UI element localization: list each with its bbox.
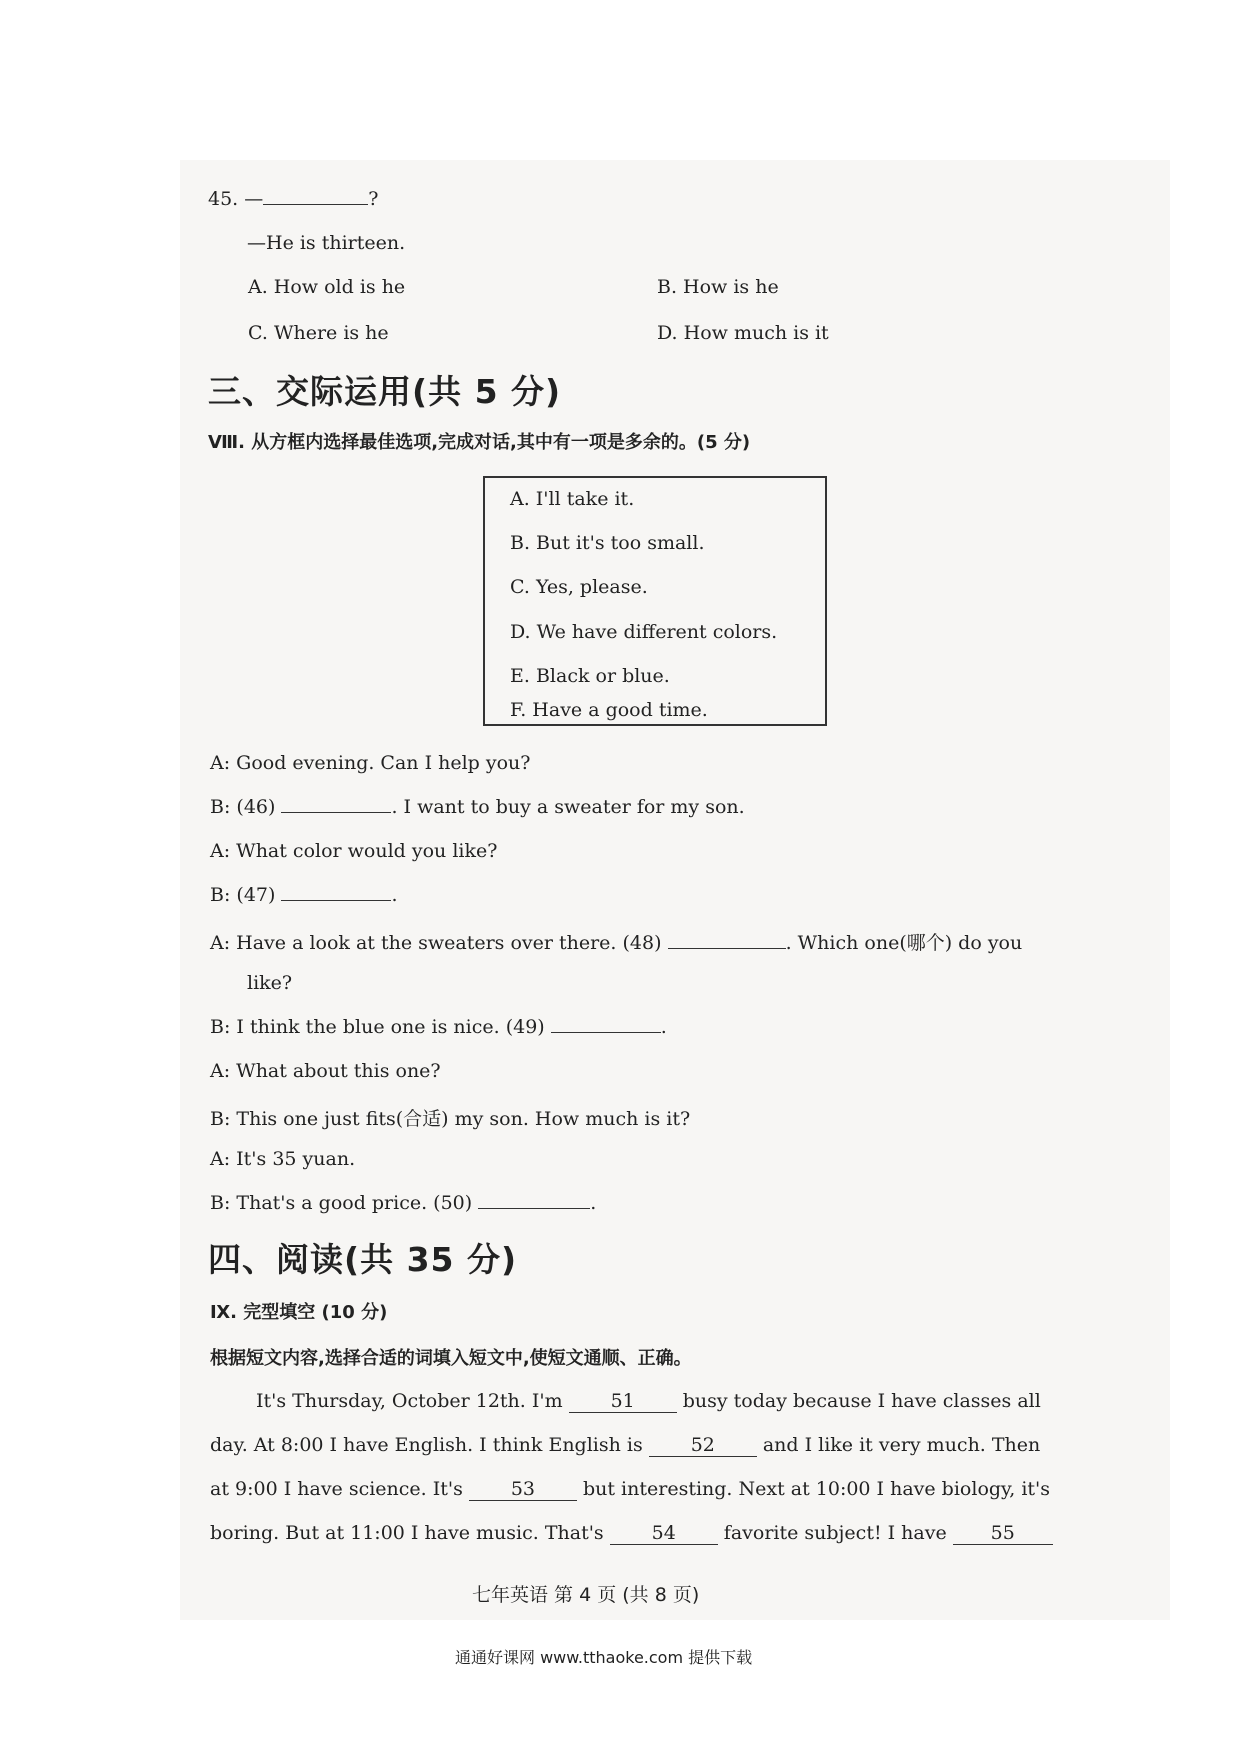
section-4-title: 四、阅读(共 35 分) <box>208 1240 518 1279</box>
question-45 <box>208 188 378 210</box>
box-option-b: B. But it's too small. <box>510 532 705 554</box>
option-d[interactable]: D. How much is it <box>657 322 829 344</box>
dialogue-text: . <box>590 1192 597 1214</box>
section-4-instruction: 根据短文内容,选择合适的词填入短文中,使短文通顺、正确。 <box>210 1348 692 1369</box>
passage-line-1 <box>256 1390 1041 1413</box>
answer-blank-45[interactable] <box>263 204 368 205</box>
dialogue-text: A: Have a look at the sweaters over there. (48) <box>210 932 662 954</box>
answer-blank-52[interactable]: 52 <box>649 1435 757 1457</box>
question-number: 45. <box>208 188 239 210</box>
dialogue-line-4 <box>210 884 398 906</box>
question-mark: ? <box>368 188 379 210</box>
dialogue-line-9: A: It's 35 yuan. <box>210 1148 356 1170</box>
question-dash: — <box>244 188 264 210</box>
dialogue-line-3: A: What color would you like? <box>210 840 498 862</box>
page-footer: 七年英语 第 4 页 (共 8 页) <box>472 1584 700 1606</box>
answer-blank-46[interactable] <box>281 812 391 813</box>
box-option-a: A. I'll take it. <box>510 488 635 510</box>
box-option-c: C. Yes, please. <box>510 576 648 598</box>
section-4-sub: Ⅸ. 完型填空 (10 分) <box>210 1302 388 1323</box>
option-a[interactable]: A. How old is he <box>248 276 406 298</box>
passage-text: boring. But at 11:00 I have music. That's <box>210 1522 604 1544</box>
box-option-d: D. We have different colors. <box>510 621 778 643</box>
section-3-title: 三、交际运用(共 5 分) <box>208 372 562 411</box>
dialogue-text: B: I think the blue one is nice. (49) <box>210 1016 545 1038</box>
answer-blank-47[interactable] <box>281 900 391 901</box>
answer-blank-48[interactable] <box>668 948 786 949</box>
answer-blank-53[interactable]: 53 <box>469 1479 577 1501</box>
dialogue-text: B: (46) <box>210 796 276 818</box>
box-option-f: F. Have a good time. <box>510 699 708 721</box>
answer-blank-49[interactable] <box>551 1032 661 1033</box>
dialogue-line-10 <box>210 1192 596 1214</box>
passage-text: day. At 8:00 I have English. I think English is <box>210 1434 643 1456</box>
dialogue-line-5-cont: like? <box>247 972 293 994</box>
passage-text: and I like it very much. Then <box>762 1434 1041 1456</box>
answer-blank-54[interactable]: 54 <box>610 1523 718 1545</box>
dialogue-line-7: A: What about this one? <box>210 1060 441 1082</box>
dialogue-line-2 <box>210 796 745 818</box>
dialogue-line-1: A: Good evening. Can I help you? <box>210 752 531 774</box>
passage-text: busy today because I have classes all <box>682 1390 1041 1412</box>
dialogue-text: . <box>391 884 398 906</box>
answer-blank-51[interactable]: 51 <box>569 1391 677 1413</box>
passage-line-3 <box>210 1478 1050 1501</box>
dialogue-text: . I want to buy a sweater for my son. <box>391 796 745 818</box>
answer-blank-50[interactable] <box>478 1208 590 1209</box>
option-c[interactable]: C. Where is he <box>248 322 389 344</box>
box-option-e: E. Black or blue. <box>510 665 670 687</box>
dialogue-text: B: That's a good price. (50) <box>210 1192 473 1214</box>
passage-text: but interesting. Next at 10:00 I have biology, it's <box>582 1478 1051 1500</box>
dialogue-text: . <box>660 1016 667 1038</box>
dialogue-text: B: (47) <box>210 884 276 906</box>
source-watermark: 通通好课网 www.tthaoke.com 提供下载 <box>455 1648 753 1667</box>
passage-line-4 <box>210 1522 1053 1545</box>
dialogue-line-5 <box>210 928 1022 955</box>
passage-text: favorite subject! I have <box>723 1522 947 1544</box>
section-3-instruction: Ⅷ. 从方框内选择最佳选项,完成对话,其中有一项是多余的。(5 分) <box>208 432 751 453</box>
answer-blank-55[interactable]: 55 <box>953 1523 1053 1545</box>
passage-text: It's Thursday, October 12th. I'm <box>256 1390 563 1412</box>
passage-text: at 9:00 I have science. It's <box>210 1478 463 1500</box>
dialogue-line-6 <box>210 1016 667 1038</box>
passage-line-2 <box>210 1434 1040 1457</box>
dialogue-text: . Which one(哪个) do you <box>785 932 1023 954</box>
options-box <box>483 476 827 726</box>
dialogue-line-8: B: This one just fits(合适) my son. How much is it? <box>210 1108 691 1130</box>
question-45-answer: —He is thirteen. <box>247 232 406 254</box>
option-b[interactable]: B. How is he <box>657 276 779 298</box>
